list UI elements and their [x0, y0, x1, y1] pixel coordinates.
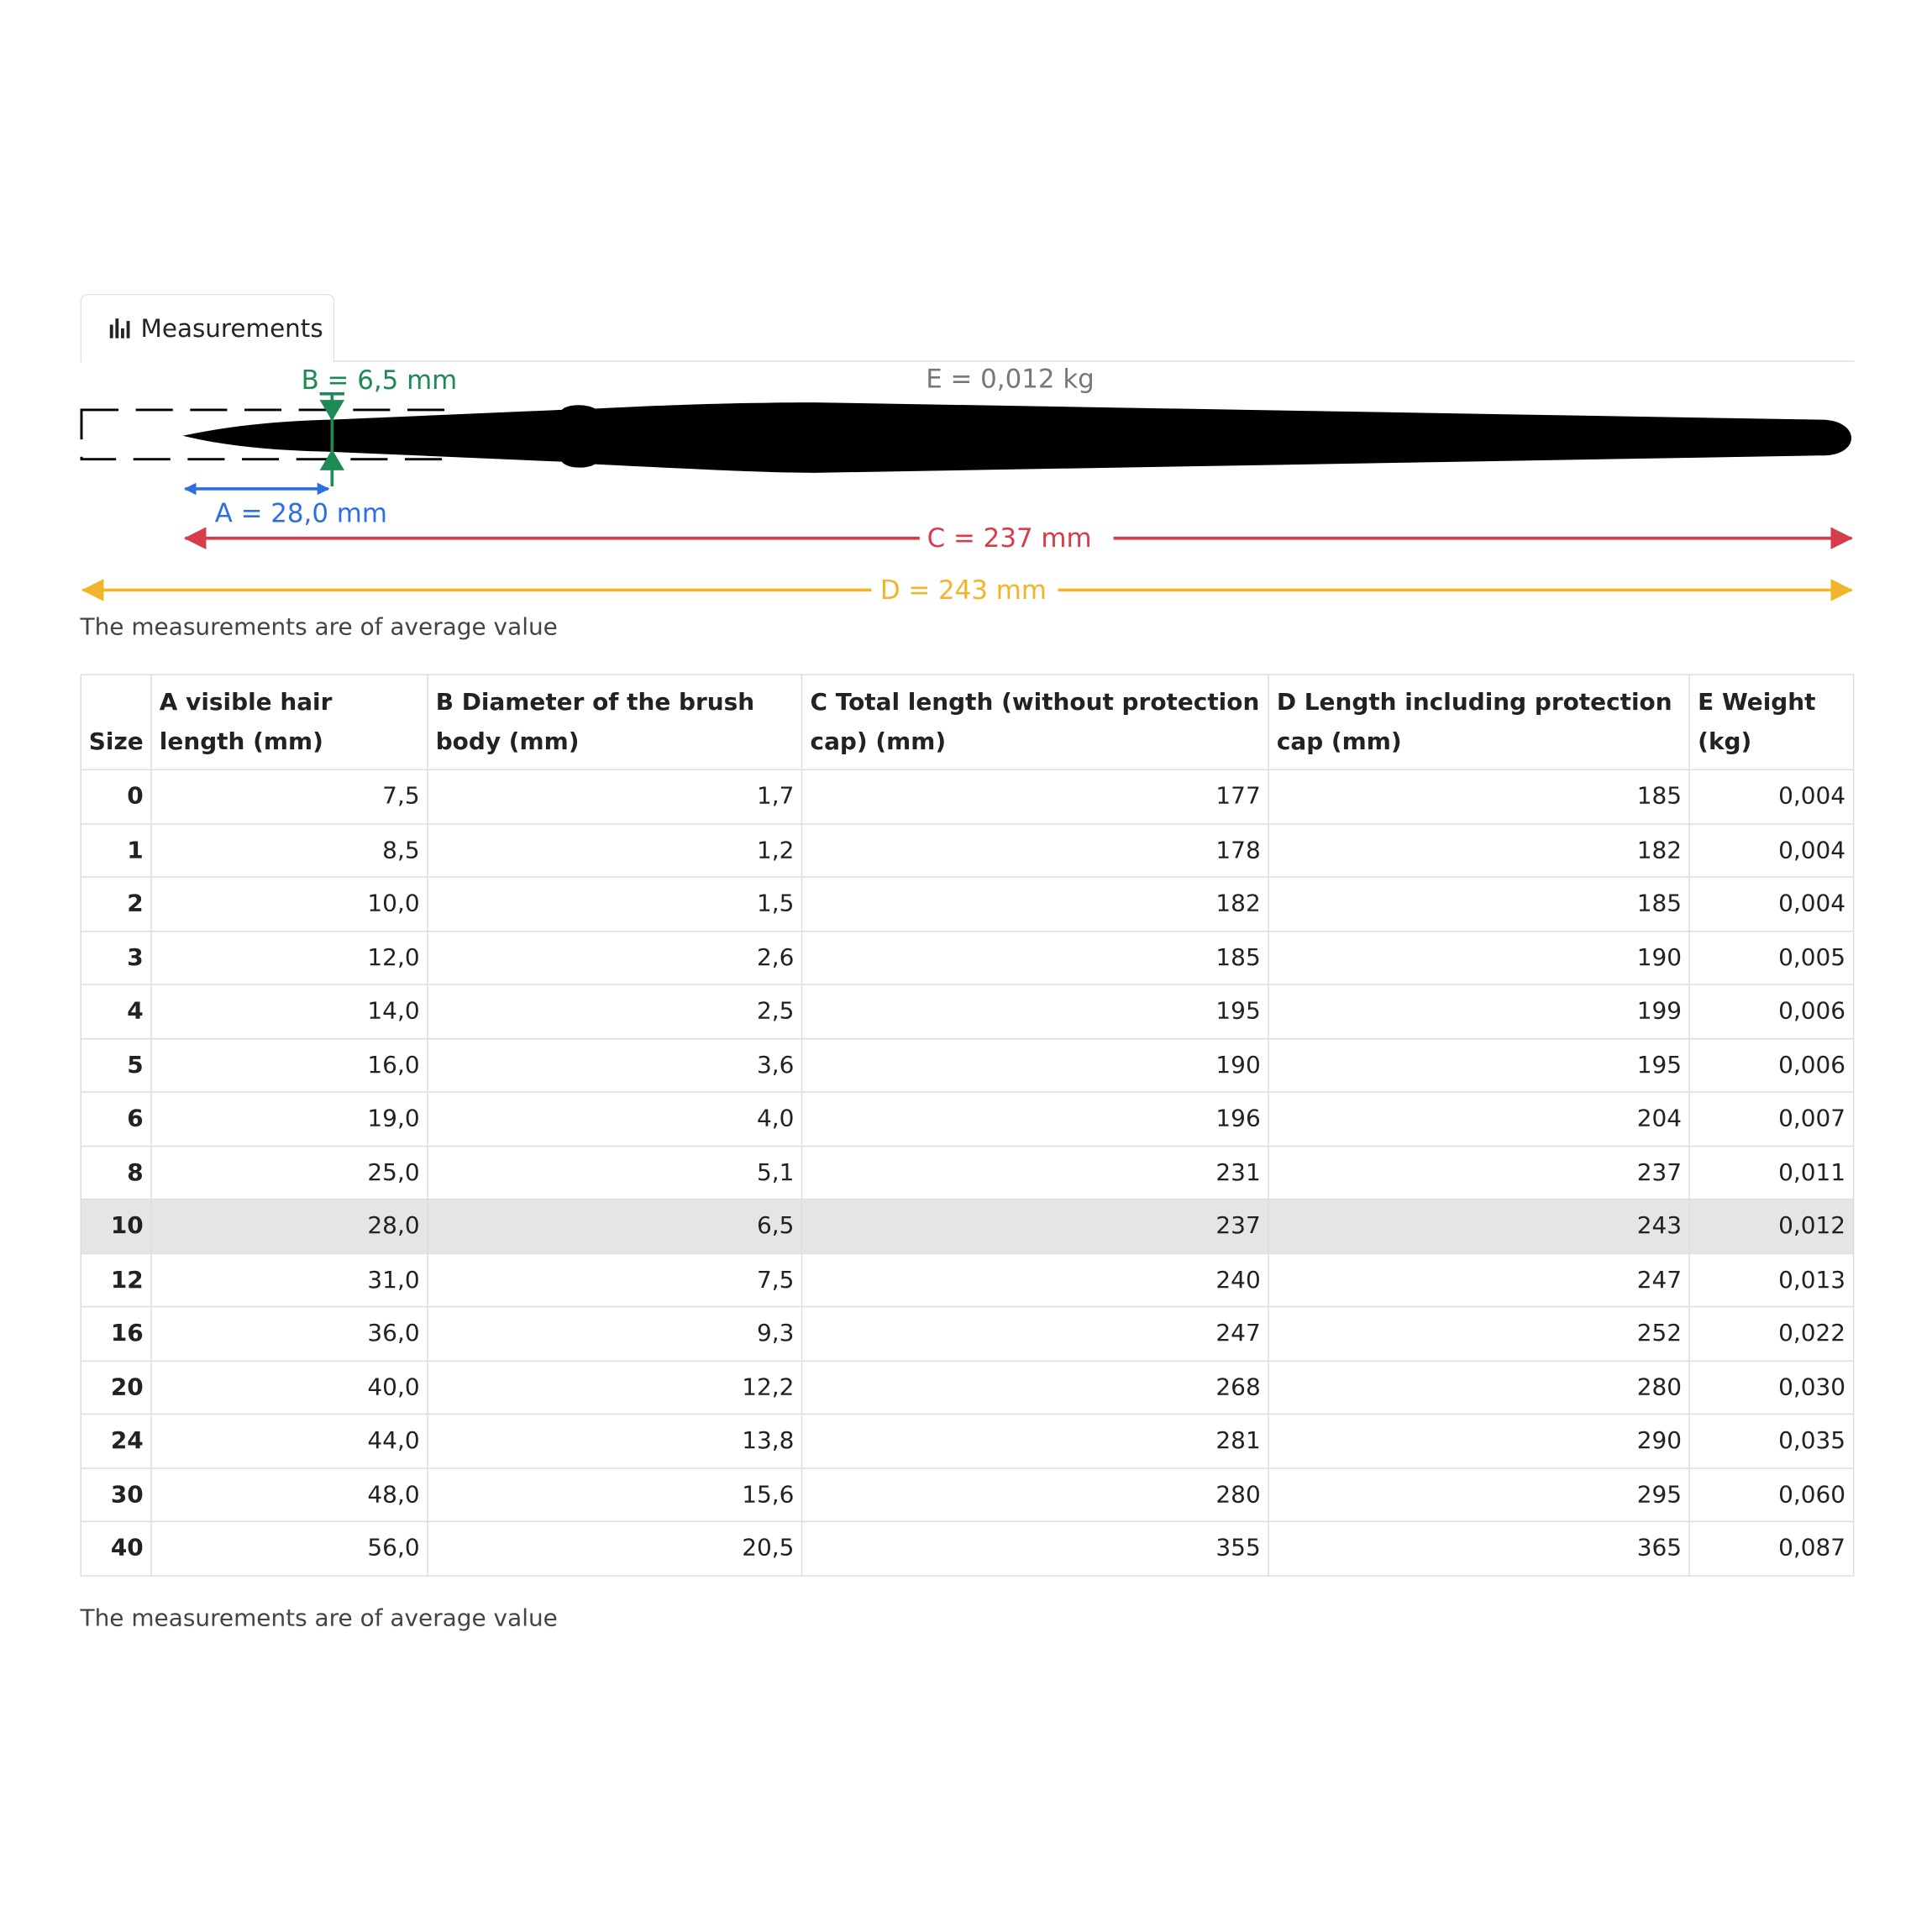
cell-b: 4,0: [428, 1092, 802, 1146]
cell-a: 7,5: [151, 769, 428, 823]
cell-c: 177: [802, 769, 1268, 823]
cell-size: 12: [81, 1253, 151, 1307]
header-a: A visible hair length (mm): [151, 675, 428, 769]
cell-d: 243: [1268, 1200, 1689, 1253]
cell-b: 13,8: [428, 1414, 802, 1467]
table-row: [81, 1360, 1853, 1414]
table-row: [81, 1253, 1853, 1307]
cell-b: 20,5: [428, 1521, 802, 1575]
cell-a: 19,0: [151, 1092, 428, 1146]
table-row: [81, 877, 1853, 931]
cell-c: 237: [802, 1200, 1268, 1253]
cell-b: 15,6: [428, 1467, 802, 1521]
cell-b: 3,6: [428, 1038, 802, 1092]
cell-b: 2,6: [428, 931, 802, 984]
cell-d: 295: [1268, 1467, 1689, 1521]
cell-e: 0,004: [1690, 769, 1854, 823]
bar-chart-icon: [108, 318, 130, 339]
cell-e: 0,012: [1690, 1200, 1854, 1253]
cell-e: 0,035: [1690, 1414, 1854, 1467]
cell-d: 247: [1268, 1253, 1689, 1307]
cell-size: 4: [81, 984, 151, 1038]
cell-e: 0,060: [1690, 1467, 1854, 1521]
cell-a: 25,0: [151, 1146, 428, 1200]
table-row: [81, 1092, 1853, 1146]
table-row: [81, 823, 1853, 877]
cell-a: 12,0: [151, 931, 428, 984]
cell-c: 280: [802, 1467, 1268, 1521]
cell-a: 10,0: [151, 877, 428, 931]
cell-size: 24: [81, 1414, 151, 1467]
header-b: B Diameter of the brush body (mm): [428, 675, 802, 769]
table-row: [81, 769, 1853, 823]
header-size: Size: [81, 675, 151, 769]
cell-c: 231: [802, 1146, 1268, 1200]
cell-d: 365: [1268, 1521, 1689, 1575]
cell-d: 182: [1268, 823, 1689, 877]
cell-size: 0: [81, 769, 151, 823]
cell-size: 2: [81, 877, 151, 931]
cell-c: 182: [802, 877, 1268, 931]
cell-c: 185: [802, 931, 1268, 984]
table-row: [81, 984, 1853, 1038]
cell-c: 178: [802, 823, 1268, 877]
cell-a: 28,0: [151, 1200, 428, 1253]
cell-size: 16: [81, 1307, 151, 1361]
cell-d: 185: [1268, 877, 1689, 931]
average-value-note-top: The measurements are of average value: [80, 613, 558, 641]
cell-c: 195: [802, 984, 1268, 1038]
table-body: [81, 769, 1853, 1575]
cell-e: 0,007: [1690, 1092, 1854, 1146]
cell-c: 247: [802, 1307, 1268, 1361]
cell-e: 0,004: [1690, 823, 1854, 877]
cell-c: 281: [802, 1414, 1268, 1467]
header-e: E Weight (kg): [1690, 675, 1854, 769]
table-row: [81, 1200, 1853, 1253]
table-row: [81, 1521, 1853, 1575]
cell-c: 190: [802, 1038, 1268, 1092]
cell-size: 10: [81, 1200, 151, 1253]
cell-b: 5,1: [428, 1146, 802, 1200]
cell-c: 355: [802, 1521, 1268, 1575]
cell-c: 196: [802, 1092, 1268, 1146]
brush-diagram: [0, 358, 1932, 617]
e-label: E = 0,012 kg: [926, 364, 1095, 395]
tab-label: Measurements: [140, 313, 323, 344]
cell-e: 0,022: [1690, 1307, 1854, 1361]
cell-c: 268: [802, 1360, 1268, 1414]
header-d: D Length including protection cap (mm): [1268, 675, 1689, 769]
cell-a: 40,0: [151, 1360, 428, 1414]
cell-size: 40: [81, 1521, 151, 1575]
cell-size: 8: [81, 1146, 151, 1200]
cell-b: 1,5: [428, 877, 802, 931]
cell-d: 190: [1268, 931, 1689, 984]
cell-d: 185: [1268, 769, 1689, 823]
table-row: [81, 1307, 1853, 1361]
table-row: [81, 931, 1853, 984]
cell-e: 0,087: [1690, 1521, 1854, 1575]
b-label: B = 6,5 mm: [301, 365, 458, 396]
cell-e: 0,006: [1690, 984, 1854, 1038]
cell-size: 5: [81, 1038, 151, 1092]
cell-e: 0,013: [1690, 1253, 1854, 1307]
cell-a: 8,5: [151, 823, 428, 877]
cell-d: 195: [1268, 1038, 1689, 1092]
cell-b: 2,5: [428, 984, 802, 1038]
tab-measurements[interactable]: [81, 294, 335, 363]
cell-size: 1: [81, 823, 151, 877]
table-row: [81, 1467, 1853, 1521]
table-row: [81, 1414, 1853, 1467]
cell-size: 3: [81, 931, 151, 984]
cell-b: 1,7: [428, 769, 802, 823]
cell-a: 56,0: [151, 1521, 428, 1575]
cell-size: 6: [81, 1092, 151, 1146]
cell-e: 0,011: [1690, 1146, 1854, 1200]
cell-d: 204: [1268, 1092, 1689, 1146]
cell-d: 199: [1268, 984, 1689, 1038]
cell-size: 30: [81, 1467, 151, 1521]
measurements-table: [81, 674, 1855, 1576]
cell-a: 44,0: [151, 1414, 428, 1467]
d-label: D = 243 mm: [879, 575, 1047, 606]
table-row: [81, 1146, 1853, 1200]
cell-a: 36,0: [151, 1307, 428, 1361]
cell-e: 0,004: [1690, 877, 1854, 931]
header-c: C Total length (without protection cap) (mm): [802, 675, 1268, 769]
cell-b: 1,2: [428, 823, 802, 877]
brush-silhouette: [183, 402, 1852, 473]
cell-e: 0,006: [1690, 1038, 1854, 1092]
cell-size: 20: [81, 1360, 151, 1414]
cell-a: 31,0: [151, 1253, 428, 1307]
cell-b: 7,5: [428, 1253, 802, 1307]
cell-b: 9,3: [428, 1307, 802, 1361]
cell-a: 14,0: [151, 984, 428, 1038]
average-value-note-bottom: The measurements are of average value: [80, 1604, 558, 1632]
cell-a: 48,0: [151, 1467, 428, 1521]
a-label: A = 28,0 mm: [214, 498, 387, 529]
cell-a: 16,0: [151, 1038, 428, 1092]
c-label: C = 237 mm: [927, 523, 1092, 554]
table-header-row: [81, 675, 1853, 769]
table-row: [81, 1038, 1853, 1092]
cell-b: 6,5: [428, 1200, 802, 1253]
cell-e: 0,030: [1690, 1360, 1854, 1414]
cell-d: 280: [1268, 1360, 1689, 1414]
cell-d: 290: [1268, 1414, 1689, 1467]
cell-d: 237: [1268, 1146, 1689, 1200]
cell-d: 252: [1268, 1307, 1689, 1361]
cell-c: 240: [802, 1253, 1268, 1307]
cell-e: 0,005: [1690, 931, 1854, 984]
cell-b: 12,2: [428, 1360, 802, 1414]
